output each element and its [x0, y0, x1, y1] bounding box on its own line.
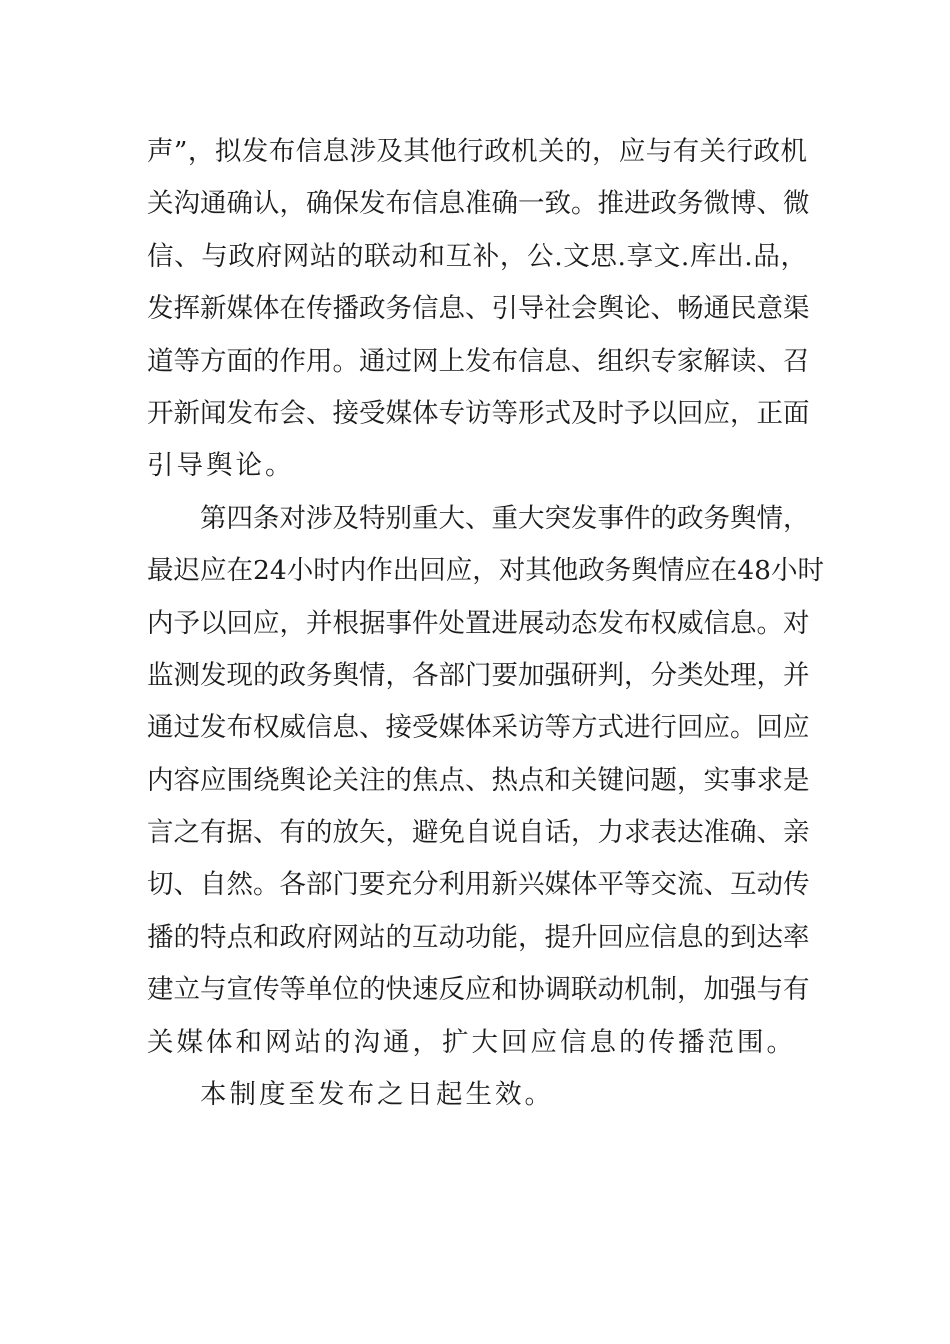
text-line: 监测发现的政务舆情，各部门要加强研判，分类处理，并: [147, 659, 810, 691]
text-line: 发挥新媒体在传播政务信息、引导社会舆论、畅通民意渠: [147, 293, 810, 325]
text-line: 内予以回应，并根据事件处置进展动态发布权威信息。对: [147, 607, 810, 639]
text-line: 播的特点和政府网站的互动功能，提升回应信息的到达率: [147, 921, 810, 953]
text-line: 建立与宣传等单位的快速反应和协调联动机制，加强与有: [147, 974, 810, 1006]
text-line: 关沟通确认，确保发布信息准确一致。推进政务微博、微: [147, 188, 810, 220]
text-line: 第四条对涉及特别重大、重大突发事件的政务舆情，: [200, 502, 810, 534]
text-line: 通过发布权威信息、接受媒体采访等方式进行回应。回应: [147, 712, 810, 744]
paragraph-2: [147, 493, 824, 1069]
text-line: 引导舆论。: [147, 450, 295, 482]
text-line: 关媒体和网站的沟通，扩大回应信息的传播范围。: [147, 1026, 796, 1058]
paragraph-1: [147, 126, 810, 493]
paragraph-3: [147, 1069, 807, 1121]
text-line: 内容应围绕舆论关注的焦点、热点和关键问题，实事求是: [147, 764, 810, 796]
text-line: 信、与政府网站的联动和互补，公.文思.享文.库出.品，: [147, 240, 807, 272]
text-line: 开新闻发布会、接受媒体专访等形式及时予以回应，正面: [147, 397, 810, 429]
text-line: 切、自然。各部门要充分利用新兴媒体平等交流、互动传: [147, 869, 810, 901]
text-line: 本制度至发布之日起生效。: [200, 1079, 554, 1111]
text-line: 最迟应在24小时内作出回应，对其他政务舆情应在48小时: [147, 555, 824, 587]
text-line: 声”，拟发布信息涉及其他行政机关的，应与有关行政机: [147, 136, 807, 167]
document-body: [147, 126, 824, 1121]
text-line: 言之有据、有的放矢，避免自说自话，力求表达准确、亲: [147, 817, 810, 849]
text-line: 道等方面的作用。通过网上发布信息、组织专家解读、召: [147, 345, 810, 377]
